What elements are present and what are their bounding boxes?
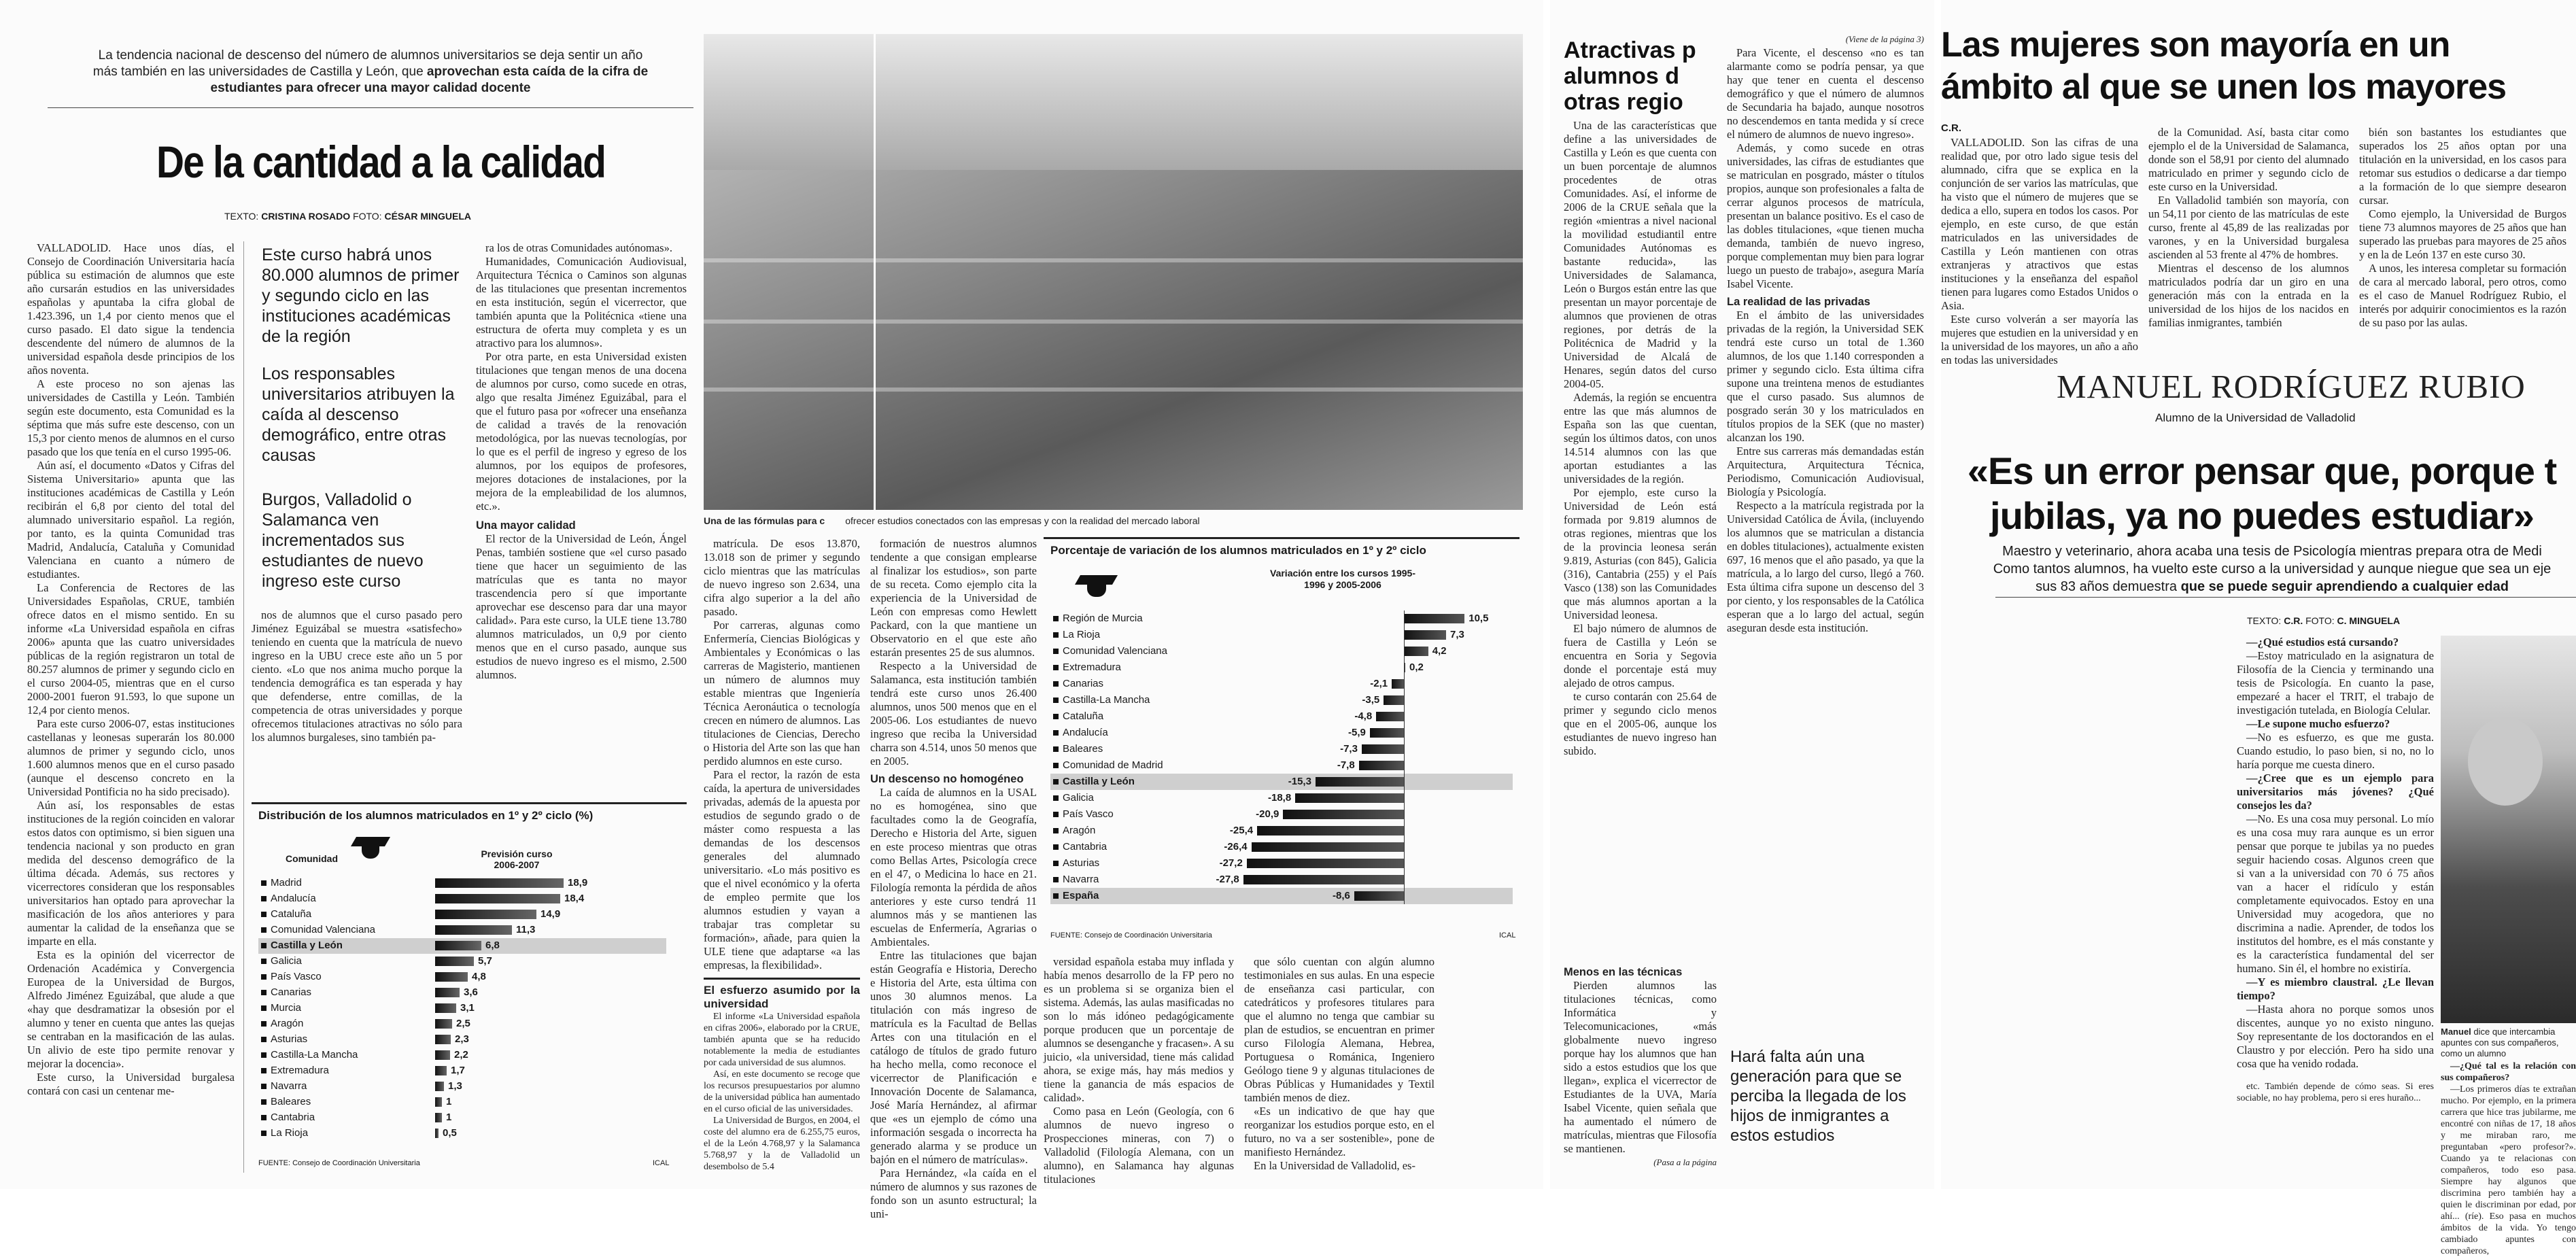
column-2: formación de nuestros alumnos tendente a que consigan emplearse al finalizar los estudios», son parte de su receta. Como ejemplo cita la experiencia de la Universidad de León con empresas como Hewlett Packard, con la que mantiene un Observatorio en el que este año estarán presentes 25 de sus alumnos. Respecto a la Universidad de Salamanca, esta institución también tendrá este curso unos 26.400 alumnos, unos 500 menos que en el 2005-06. Los estudiantes de nuevo ingreso que reciba la Universidad charra son 4.514, unos 50 menos que en 2005. Un descenso no homogéneo La caída de alumnos en la USAL no es homogénea, sino que facultades como la de Geografía, Derecho e Historia del Arte, siguen en este proceso mientras que otras como Bellas Artes, Psicología crece en el 47, o Medicina lo hace en 21. Filología remonta la pérdida de años anteriores y este curso tendrá 11 alumnos más y se mantienen las escuelas de Enfermería, Agrarias o Ambientales. Entre las titulaciones que bajan están Geografía e Historia, Derecho e Historia del Arte, esta última con unos 30 alumnos menos. La titulación con más ingreso de matrícula es la Facultad de Bellas Artes con una titulación en el catálogo de títulos de grado futuro ha hecho mella, como reconoce el vicerrector de Planificación e Innovación Docente de Salamanca, José María Hernández, al afirmar que «es un ejemplo de cómo una información sesgada o incorrecta ha generado alarma y se produce un bajón en el número de matrículas». Para Hernández, «la caída en el número de alumnos y sus razones de fondo son un asunto estructural; la uni- [870,537,1037,1220]
chart-brand: ICAL [1499,931,1516,940]
chart-row [258,1126,666,1141]
row-bullet [261,990,267,995]
value-label: 4,2 [1432,645,1447,657]
category-label: Asturias [1063,857,1100,869]
interview-quote: «Es un error pensar que, porque t jubilas, ya no puedes estudiar» [1967,449,2557,537]
chart-bars [1050,610,1519,916]
bar [1359,761,1404,770]
category-label: Baleares [1063,743,1103,755]
value-label: 4,8 [472,971,486,982]
bar [435,925,512,935]
column-1: VALLADOLID. Son las cifras de una realidad que, por otro lado sigue tesis del alumnado, cifra que se explica en la conjunción de ser varios las matrículas, que ha visto que el número de mujeres que se dedica a ello, supera en todos los casos. Por ejemplo, en este curso, de que están matriculados en las universidades de Castilla y León mantienen con otras extranjeras y atractivos que estas instituciones y la enseñanza del español tienen para lugares como Estados Unidos o Asia. Este curso volverán a ser mayoría las mujeres que estudien en la universidad y en la universidad de los mayores, un año a año en todas las universidades [1941,136,2138,366]
chart-row [258,985,666,1001]
chart-brand: ICAL [653,1159,670,1167]
value-label: -27,2 [1219,857,1243,869]
bar [1404,647,1428,656]
value-label: -7,3 [1340,743,1358,755]
row-bullet [261,927,267,933]
bar [1384,695,1404,705]
category-label: Canarias [271,986,312,998]
value-label: -8,6 [1333,890,1350,901]
bar [1243,875,1404,884]
bar [435,972,468,982]
chart-title: Porcentaje de variación de los alumnos matriculados en 1º y 2º ciclo [1050,544,1426,557]
chart-title: Distribución de los alumnos matriculados en 1º y 2º ciclo (%) [258,809,594,822]
category-label: Castilla-La Mancha [1063,694,1150,706]
column-rule [243,241,244,1173]
value-label: 2,3 [455,1033,469,1045]
pull-quote: Hará falta aún una generación para que se perciba la llegada de los hijos de inmigrantes a estos estudios [1730,1048,1906,1145]
row-bullet [261,974,267,980]
row-bullet [1053,632,1059,638]
bar [435,878,564,888]
value-label: 1 [446,1096,452,1107]
row-bullet [1053,649,1059,654]
row-bullet [1053,812,1059,817]
row-bullet [261,1052,267,1058]
deck-line-1: La tendencia nacional de descenso del número de alumnos universitarios se deja sentir un año [98,48,643,63]
bar [1247,859,1404,868]
category-label: Cataluña [1063,710,1104,722]
row-bullet [1053,861,1059,866]
row-bullet [261,943,267,948]
subhead-mayor-calidad: Una mayor calidad [476,519,576,532]
row-bullet [261,1068,267,1073]
category-label: Región de Murcia [1063,613,1143,624]
chart-bars [258,876,680,1148]
column-1: VALLADOLID. Hace unos días, el Consejo de Coordinación Universitaria hacía pública su estimación de alumnos que este año cursarán estudios en las universidades españolas y apuntaba la cifra global de 1.423.396, un 1,4 por ciento menos que el curso pasado. El dato sigue la tendencia descendente del número de alumnos de la universidad española desde principios de los años noventa. A este proceso no son ajenas las universidades de Castilla y León. También según este documento, esta Comunidad es la séptima que más sufre este descenso, con un 15,3 por ciento menos de alumnos en el curso pasado que los que tenía en el curso 1995-06. Aún así, el documento «Datos y Cifras del Sistema Universitario» apunta que las instituciones académicas de Castilla y León recibirán el 6,8 por ciento del total del alumnado universitario español. La región, por tanto, es la quinta Comunidad tras Madrid, Andalucía, Cataluña y Comunidad Valenciana en cuanto a número de estudiantes. La Conferencia de Rectores de las Universidades Españolas, CRUE, también ofrece datos en el mismo sentido. En su informe «La Universidad española en cifras 2006» apunta que las cuatro universidades públicas de la región registraron un total de 80.257 alumnos de primer y segundo ciclo en el curso 2004-05, mientras que en el curso 2000-2001 fueron 91.593, lo que supone un 12,4 por ciento menos. Para este curso 2006-07, estas instituciones castellanas y leonesas superarán los 80.000 alumnos de primer y segundo ciclo, unos 1.600 alumnos menos que en el curso pasado (aunque el descenso concreto en la Universidad Pontificia no ha sido precisado). Aún así, los responsables de estas instituciones de la región coinciden en valorar estos datos con optimismo, si bien siguen una tendencia nacional y son producto en gran medida del descenso demográfico de la última década. Además, sus rectores y vicerrectores consideran que los responsables universitarios han optado para aprovechar la masificación de los años anteriores y para aumentar la calidad de la enseñanza que se imparte en ella. Esta es la opinión del vicerrector de Ordenación Académica y Convergencia Europea de la Universidad de Burgos, Alfredo Jiménez Eguizábal, que alude a que «hay que desdramatizar la obsesión por el alumno y tener en cuenta que antes las quejas se centraban en la masificación de las aulas. Un alivio de este tipo permite renovar y mejorar la docencia». Este curso, la Universidad burgalesa contará con casi un centenar me- [27,241,235,1097]
bar [1257,826,1404,836]
category-label: Extremadura [271,1065,329,1076]
row-bullet [1053,828,1059,833]
article-page-3 [1550,0,1934,1189]
value-label: 1 [446,1112,452,1123]
row-bullet [261,880,267,886]
column-3: ra los de otras Comunidades autónomas». Humanidades, Comunicación Audiovisual, Arquitectura Técnica o Caminos son algunas de las titulaciones que presentan incrementos en esta institución, según el vicerrector, que también apunta que la Politécnica «tiene una estructura de oferta muy completa y es un atractivo para los alumnos». Por otra parte, en esta Universidad existen titulaciones que tengan menos de una docena de alumnos por curso, como sucede en otras, algo que resalta Jiménez Eguizábal, para el que el futuro pasa por «ofrecer una enseñanza de calidad a través de la renovación metodológica, por las nuevas tecnologías, por lo que es el perfil de ingreso y egreso de los alumnos, por los equipos de profesores, mejores dotaciones de instalaciones, por la mejora de la empleabilidad de los alumnos, etc.». Una mayor calidad El rector de la Universidad de León, Ángel Penas, también sostiene que «el curso pasado tiene que hacer un seguimiento de las matrículas que es tanta no mayor trascendencia pero sí que importante aprovechar ese descenso para dar una mayor calidad». Para este curso, la ULE tiene 13.780 alumnos matriculados, un 0,9 por ciento menos que en el curso pasado, aunque sus estudios de nuevo ingreso es el mismo, 2.500 alumnos. [476,241,687,681]
category-label: País Vasco [271,971,322,982]
row-bullet [261,896,267,901]
bar [435,1019,452,1029]
bar [1404,614,1464,623]
value-label: 2,5 [456,1018,470,1029]
value-label: -26,4 [1224,841,1248,853]
chart-source: FUENTE: Consejo de Coordinación Universitaria [258,1159,420,1167]
row-bullet [1053,616,1059,621]
chart-top-rule [1044,537,1519,539]
row-highlight [1050,888,1513,904]
category-label: Castilla y León [1063,776,1135,787]
interview-qa-3: etc. También depende de cómo seas. Si eres sociable, no hay problema, pero si eres huraño... [2237,1082,2434,1103]
chart-source: FUENTE: Consejo de Coordinación Universitaria [1050,931,1212,940]
interview-qa-1: —¿Qué estudios está cursando? —Estoy matriculado en la asignatura de Filosofía de la Ciencia y terminando una tesis de Psicología. En cuanto la pase, empezaré a hacer el TRIT, el trabajo de investigación tutelada, en Biología Celular. —Le supone mucho esfuerzo? —No es esfuerzo, es que me gusta. Cuando estudio, lo paso bien, si no, no lo haría porque me cuesta dinero. —¿Cree que es un ejemplo para universitarios más jóvenes? ¿Qué consejos les da? —No. Es una cosa muy personal. Lo mío es una cosa muy rara aunque es un error pensar que porque te jubilas ya no puedes seguir haciendo cosas. Algunos creen que si van a la universidad con 70 ó 75 años van a hacer el ridículo y están completamente equivocados. Estoy en una Universidad muy acogedora, que no discrimina a nadie. Aprender, de todos los institutos del hombre, es el más constante y es la característica fundamental del ser humano. Sin él, el hombre no existiría. —Y es miembro claustral. ¿Le llevan tiempo? —Hasta ahora no porque somos unos discentes, aunque yo no existo ninguno. Soy representante de los doctorandos en el Claustro y por elección. Pero ha sido una cosa que ha venido rodada. [2237,636,2434,1070]
category-label: Comunidad Valenciana [271,924,375,935]
value-label: 2,2 [454,1049,468,1061]
category-label: Navarra [271,1080,307,1092]
category-label: Cantabria [1063,841,1107,853]
bar [435,1003,456,1013]
bar [435,957,474,966]
value-label: -25,4 [1229,825,1254,836]
bar [1362,744,1404,754]
category-label: País Vasco [1063,808,1114,820]
article-page-4 [1941,0,2576,1256]
interview-qa-2: —¿Qué tal es la relación con sus compañeros? —Los primeros días te extrañan mucho. Por ejemplo, en la primera carrera que hice tras jubilarme, me encontré con niñas de 17, 18 años y me miraban raro, me preguntaban «pero profesor?». Cuando ya te relacionas con compañeros, todo eso pasa. Siempre hay algunos que discrimina pero también hay a quien le discriminan por edad, por ahí... (ríe). Eso pasa en muchos ámbitos de la vida. Yo tengo cambiado apuntes con compañeros, [2441,1061,2576,1256]
value-label: 7,3 [1450,629,1464,640]
category-label: Navarra [1063,874,1099,885]
chart-col-left: Comunidad [286,853,338,864]
category-label: Murcia [271,1002,302,1014]
portrait-photo [2441,636,2576,1023]
value-label: -2,1 [1370,678,1388,689]
category-label: Galicia [271,955,302,967]
category-label: La Rioja [271,1127,309,1139]
mortarboard-icon [354,833,388,863]
category-label: Asturias [271,1033,308,1045]
value-label: 1,3 [448,1080,462,1092]
value-label: 6,8 [485,940,500,951]
chart-top-rule [252,802,687,804]
category-label: Cantabria [271,1112,315,1123]
interview-lead: Maestro y veterinario, ahora acaba una tesis de Psicología mientras prepara otra de Medi Como tantos alumnos, ha vuelto este curso a la universidad y aunque niegue que sea un eje sus 83 años demuestra que se puede seguir aprendiendo a cualquier edad [1993,544,2552,594]
value-label: -7,8 [1337,759,1355,771]
pull-quote-1: Este curso habrá unos 80.000 alumnos de primer y segundo ciclo en las instituciones académicas de la región [262,245,460,346]
value-label: 3,6 [464,986,478,998]
chart-row [258,1110,666,1126]
column-3: bién son bastantes los estudiantes que superados los 25 años optan por una titulación en la universidad, en los casos para retomar sus estudios o dedicarse a dar tiempo a la formación de lo que siempre desearon cursar. Como ejemplo, la Universidad de Burgos tiene 73 alumnos mayores de 25 años que han superado las pruebas para mayores de 25 años y en la de León 137 en este curso 30. A unos, les interesa completar su formación de cara al mercado laboral, pero otros, como es el caso de Manuel Rodríguez Rubio, el interés por adquirir conocimientos es la razón de su paso por las aulas. [2359,126,2566,329]
category-label: Extremadura [1063,661,1121,673]
column-1: matrícula. De esos 13.870, 13.018 son de primer y segundo ciclo mientras que las matrículas de nuevo ingreso son 2.634, una cifra algo superior a la del año pasado. Por carreras, algunas como Enfermería, Ciencias Biológicas y Ambientales y Económicas o las carreras de Magisterio, mantienen un número de alumnos muy estable mientras que Ingeniería Técnica Aeronáutica o tecnología crecen en número de alumnos. Las titulaciones de Ciencias, Derecho o Historia del Arte son las que han perdido alumnos en este curso. Para el rector, la razón de esta caída, la apertura de universidades privadas, además de la apuesta por estudios de segundo grado o de máster como respuesta a las demandas de los descensos generales del alumnado universitario. «Lo más positivo es que el nivel económico y la oferta de empleo permite que los alumnos estudien y vayan a trabajar tras completar su formación», añade, para quien la ULE tiene que adaptarse «a las empresas, la flexibilidad». El esfuerzo asumido por la universidad El informe «La Universidad española en cifras 2006», elaborado por la CRUE, también apunta que se ha reducido notablemente la media de estudiantes por cada universidad de sus alumnos. Así, en este documento se recoge que los recursos presupuestarios por alumno de la universidad pública han aumentado en el curso oficial de las universidades. La Universidad de Burgos, en 2004, el coste del alumno era de 6.255,75 euros, el de la León 4.768,97 y la Salamanca 5.768,97 y la de Valladolid un desembolso de 5.4 [704,537,860,1172]
deck-divider [48,107,693,108]
category-label: Aragón [1063,825,1096,836]
pull-quote-3: Burgos, Valladolid o Salamanca ven incrementados sus estudiantes de nuevo ingreso este curso [262,490,424,591]
value-label: -20,9 [1256,808,1280,820]
bar [435,1113,442,1122]
value-label: 1,7 [451,1065,465,1076]
zero-axis [1404,610,1405,904]
bar [435,1082,444,1091]
row-bullet [261,1005,267,1011]
chart-row [258,1095,666,1110]
variation-chart [1044,537,1526,945]
headline: Atractivas p alumnos d otras regio [1564,37,1696,115]
value-label: -4,8 [1354,710,1373,722]
value-label: 0,5 [443,1127,457,1139]
value-label: 3,1 [460,1002,475,1014]
value-label: 11,3 [516,924,536,935]
value-label: 18,9 [568,877,588,889]
column-3: versidad española estaba muy inflada y había menos desarrollo de la FP pero no es un problema si se organiza bien el sistema. Además, las aulas masificadas no son lo más idóneo pedagógicamente porque producen que un porcentaje de alumnos se desenganche y fracasen». A su juicio, «la universidad, tiene más calidad ahora, se exige más, hay más medios y tiene la ganancia de más espacios de calidad». Como pasa en León (Geología, con 6 alumnos de nuevo ingreso o Prospecciones mineras, con 7) o Valladolid (Filología Alemana, con un alumno), en Salamanca hay algunas titulaciones [1044,955,1234,1186]
bar [435,1097,442,1107]
bar [435,1050,450,1060]
category-label: Castilla-La Mancha [271,1049,358,1061]
headline: Las mujeres son mayoría en un ámbito al que se unen los mayores [1941,25,2507,107]
credit-line: TEXTO: C.R. FOTO: C. MINGUELA [2247,615,2401,626]
row-bullet [261,1021,267,1027]
row-bullet [1053,665,1059,670]
bar [1370,728,1404,738]
bar [1404,630,1446,640]
value-label: -18,8 [1267,792,1292,804]
bar [1252,842,1404,852]
chart-header: Variación entre los cursos 1995-1996 y 2005-2006 [1270,568,1415,590]
row-bullet [261,1131,267,1136]
subhead-descenso: Un descenso no homogéneo [870,773,1024,785]
row-bullet [1053,893,1059,899]
bar [435,988,460,997]
category-label: Comunidad Valenciana [1063,645,1167,657]
bar [435,1066,447,1075]
column-2-bottom: nos de alumnos que el curso pasado pero Jiménez Eguizábal se muestra «satisfecho» teniendo en cuenta que la matrícula de nuevo ingreso en la UBU crece este año un 5 por ciento. «Lo que nos anima mucho porque la tendencia demográfica es tan esperada y hay que defenderse, entre comillas, de la competencia de otras universidades y porque ofrecemos titulaciones atractivas no sólo para los alumnos burgaleses, sino también pa- [252,608,462,744]
row-bullet [261,1115,267,1120]
row-bullet [1053,681,1059,687]
bar [1295,793,1404,803]
value-label: 0,2 [1409,661,1424,673]
category-label: Canarias [1063,678,1104,689]
category-label: Castilla y León [271,940,343,951]
row-bullet [1053,877,1059,882]
column-2: de la Comunidad. Así, basta citar como ejemplo el de la Universidad de Salamanca, donde son el 58,91 por ciento del alumnado matriculado en primer y segundo ciclo de este curso en la Universidad. En Valladolid también son mayoría, con un 54,11 por ciento de las matrículas de este curso, frente al 45,89 de las realizadas por varones, y en la Universidad burgalesa ascienden al 53 frente al 47% de hombres. Mientras el descenso de los alumnos matriculados podría dar un giro en una generación más con la entrada en la universidad de los hijos de los nacidos en familias inmigrantes, también [2148,126,2349,329]
credit-line: TEXTO: CRISTINA ROSADO FOTO: CÉSAR MINGUELA [224,211,472,222]
column-1: Una de las características que define a las universidades de Castilla y León es que cuenta con un buen porcentaje de alumnos procedentes de otras Comunidades. Así, el informe de 2006 de la CRUE señala que la región «mientras a nivel nacional la movilidad estudiantil entre Comunidades Autónomas es bastante reducida», las Universidades de Salamanca, León o Burgos están entre las que presentan un mayor porcentaje de alumnos que provienen de otras regiones, por detrás de la Politécnica de Madrid y la Universidad de Alcalá de Henares, según datos del curso 2004-05. Además, la región se encuentra entre las que más alumnos de España son las que cuentan, según los últimos datos, con unos 14.514 alumnos con las que aportan estudiantes a las universidades de la región. Por ejemplo, este curso la Universidad de León está formada por 9.819 alumnos de otras regiones, mientras que los de la provincia leonesa serán 9.819, Asturias (con 845), Galicia (316), Cantabria (255) y el País Vasco (138) son las Comunidades que más alumnos aportan a la Universidad leonesa. El bajo número de alumnos de fuera de Castilla y León se encuentra en Soria y Segovia donde el porcentaje está muy alejado de otros campus. te curso contarán con 25.64 de primer y segundo ciclo menos que en el 2005-06, aunque los estudiantes de nuevo ingreso han subido. [1564,119,1717,757]
headline: De la cantidad a la calidad [156,137,606,187]
row-bullet [1053,795,1059,801]
column-3: Menos en las técnicas Pierden alumnos las titulaciones técnicas, como Informática y Telecomunicaciones, «más globalmente nuevo ingreso porque hay los alumnos que han sido a estos estudios que los que llegan», explica el vicerrector de Estudiantes de la UVA, María Isabel Vicente, quien señala que ha aumentado el número de matrículas, mientras que Filosofía se mantienen. (Pasa a la página [1564,966,1717,1167]
value-label: -27,8 [1216,874,1239,885]
category-label: Galicia [1063,792,1094,804]
category-label: Comunidad de Madrid [1063,759,1163,771]
interview-name: MANUEL RODRÍGUEZ RUBIO [2057,368,2526,405]
deck-line-2-bold: aprovechan esta caída de la cifra de [426,65,649,79]
bar [1376,712,1404,721]
classroom-photo [704,34,1523,510]
subhead-esfuerzo: El esfuerzo asumido por la universidad [704,984,860,1010]
row-bullet [261,959,267,964]
mortarboard-icon [1078,571,1115,602]
row-bullet [261,1084,267,1089]
pull-quote-2: Los responsables universitarios atribuyen la caída al descenso demográfico, entre otras causas [262,364,455,465]
portrait-caption: Manuel dice que intercambia apuntes con sus compañeros, como un alumno [2441,1027,2559,1058]
row-bullet [261,912,267,917]
deck-line-3-bold: estudiantes para ofrecer una mayor calidad docente [210,81,531,95]
category-label: España [1063,890,1099,901]
value-label: 10,5 [1469,613,1489,624]
deck [48,48,693,97]
photo-caption: Una de las fórmulas para c ofrecer estudios conectados con las empresas y con la realidad del mercado laboral [704,515,1200,526]
byline: C.R. [1941,122,1961,134]
article-page-2 [704,0,1543,1220]
bar [1283,810,1404,819]
row-bullet [1053,730,1059,736]
row-bullet [1053,779,1059,785]
bar [435,910,536,919]
category-label: Madrid [271,877,302,889]
row-bullet [1053,844,1059,850]
deck-line-2: más también en las universidades de Castilla y León, que [92,65,424,79]
bar [1392,679,1404,689]
bar [435,1129,439,1138]
value-label: 14,9 [540,908,561,920]
interview-role: Alumno de la Universidad de Valladolid [2155,411,2356,424]
category-label: Andalucía [1063,727,1108,738]
value-label: -15,3 [1288,776,1311,787]
row-bullet [261,1037,267,1042]
category-label: La Rioja [1063,629,1101,640]
column-2: Para Vicente, el descenso «no es tan alarmante como se podría pensar, ya que hay que tener en cuenta el descenso demográfico y que el número de alumnos de Secundaria ha bajado, aunque nosotros no descendemos en tanta medida y sí crece el número de alumnos de nuevo ingreso». Además, y como sucede en otras universidades, las cifras de estudiantes que se matriculan en posgrado, máster o títulos propios, aunque son profesionales a falta de cerrar algunos procesos de matrícula, presentan un balance positivo. Es el caso de las dobles titulaciones, «que tienen mucha demanda, también de nuevo ingreso, porque complementan muy bien para lograr luego un puesto de trabajo», asegura María Isabel Vicente. La realidad de las privadas En el ámbito de las universidades privadas de la región, la Universidad SEK tendrá este curso un total de 1.360 alumnos, de los que 1.140 corresponden a primer y segundo ciclo. Esta última cifra supone una treintena menos de estudiantes que el curso pasado. Sus alumnos de posgrado serán 30 y los matriculados en títulos propios de la SEK (que no master) alcanzan los 190. Entre sus carreras más demandadas están Arquitectura, Arquitectura Técnica, Periodismo, Comunicación Audiovisual, Biología y Psicología. Respecto a la matrícula registrada por la Universidad Católica de Ávila, (incluyendo los alumnos que se matriculan a distancia en dobles titulaciones), actualmente existen 697, 16 menos que el año pasado, ya que la matrícula, a lo largo del curso, llegó a 760. Esta última cifra supone un descenso del 3 por ciento, y los responsables de la Católica esperan que a lo largo del actual, según aseguran desde esta institución. [1727,46,1924,634]
value-label: 18,4 [564,893,585,904]
category-label: Baleares [271,1096,311,1107]
subhead-tecnicas: Menos en las técnicas [1564,966,1683,978]
lead-divider [1995,597,2576,598]
row-bullet [1053,763,1059,768]
value-label: -3,5 [1362,694,1380,706]
bar [435,941,481,950]
row-bullet [1053,714,1059,719]
value-label: -5,9 [1347,727,1366,738]
column-4: que sólo cuentan con algún alumno testimoniales en sus aulas. En una especie de enseñanza casi particular, con catedráticos y profesores titulares para que el alumno no tenga que cambiar su plan de estudios, se encuentran en primer curso Filología Alemana, Hebrea, Portuguesa o Románica, Ingeniero Geólogo tiene 9 y algunas titulaciones de Obras Públicas y Humanidades y Textil también menos de diez. «Es un indicativo de que hay que reorganizar los estudios porque esto, en el futuro, no va a ser sostenible», pone de manifiesto Hernández. En la Universidad de Valladolid, es- [1244,955,1435,1172]
bar [1354,891,1404,901]
value-label: 5,7 [478,955,492,967]
distribution-chart [252,802,693,1179]
row-bullet [1053,698,1059,703]
subhead-privadas: La realidad de las privadas [1727,296,1870,308]
chart-row [258,1079,666,1095]
bar [1316,777,1404,787]
category-label: Aragón [271,1018,304,1029]
row-bullet [1053,746,1059,752]
continued-note: (Viene de la página 3) [1845,34,1924,44]
row-bullet [261,1099,267,1105]
bar [435,1035,451,1044]
article-page-1 [0,0,704,1189]
category-label: Cataluña [271,908,312,920]
category-label: Andalucía [271,893,316,904]
bar [435,894,560,903]
chart-col-right: Previsión curso 2006-2007 [481,848,553,870]
